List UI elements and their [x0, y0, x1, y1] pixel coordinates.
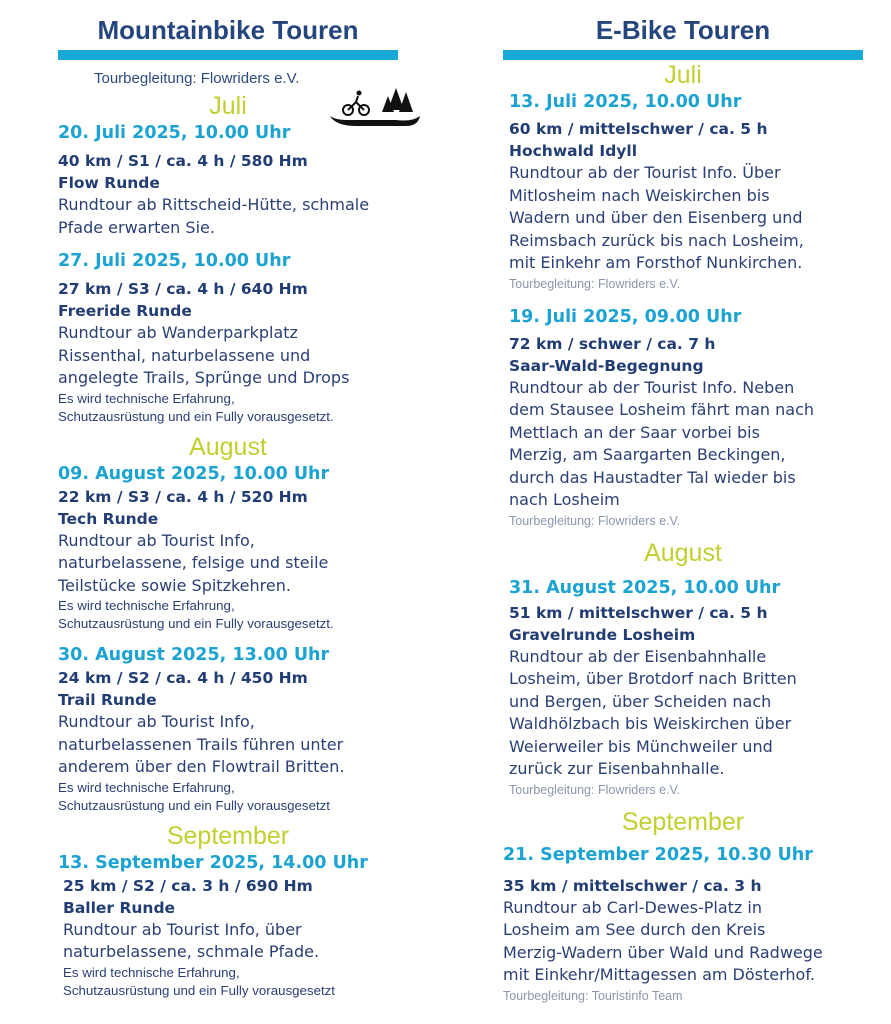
tour-description-line: Rundtour ab Wanderparkplatz [58, 323, 298, 342]
tour-description-line: dem Stausee Losheim fährt man nach [509, 400, 815, 419]
logo-text: FLOWRIDERS e.V. [346, 125, 416, 134]
mountainbike-guide: Tourbegleitung: Flowriders e.V. [94, 70, 300, 87]
tour-note-line: Schutzausrüstung und ein Fully vorausgesetzt. [58, 616, 334, 631]
tour-flow-runde [58, 121, 398, 239]
ebike-title: E-Bike Touren [595, 15, 771, 45]
tour-description-line: Mitlosheim nach Weiskirchen bis [509, 185, 770, 205]
tour-description-line: Pfade erwarten Sie. [58, 217, 215, 237]
tour-name: Gravelrunde Losheim [509, 625, 696, 644]
tour-note-line: Es wird technische Erfahrung, [58, 390, 235, 406]
tour-description-line: anderem über den Flowtrail Britten. [58, 757, 345, 776]
tour-date: 19. Juli 2025, 09.00 Uhr [509, 306, 742, 327]
tour-name: Flow Runde [58, 174, 160, 192]
tour-stats: 35 km / mittelschwer / ca. 3 h [503, 876, 762, 895]
tour-description-line: Rundtour ab Carl-Dewes-Platz in [503, 897, 762, 917]
tour-stats: 27 km / S3 / ca. 4 h / 640 Hm [58, 280, 308, 298]
tour-guide: Tourbegleitung: Flowriders e.V. [509, 782, 681, 797]
tour-description-line: und Bergen, über Scheiden nach [509, 691, 772, 711]
tour-name: Trail Runde [58, 691, 157, 709]
tour-description-line: Waldhölzbach bis Weiskirchen über [509, 714, 792, 733]
month-heading-september: September [621, 807, 745, 836]
tour-baller-runde [58, 851, 398, 1000]
tour-hochwald-idyll [503, 90, 863, 293]
tour-trail-runde [58, 643, 398, 815]
tour-september-ebike [503, 843, 863, 1005]
tour-saar-wald-begegnung [503, 305, 863, 530]
tour-description-line: zurück zur Eisenbahnhalle. [509, 759, 725, 778]
tour-name: Hochwald Idyll [509, 142, 638, 160]
tour-stats: 22 km / S3 / ca. 4 h / 520 Hm [58, 487, 308, 506]
tour-note-line: Schutzausrüstung und ein Fully vorausgesetzt [58, 797, 331, 813]
tour-description-line: Losheim am See durch den Kreis [503, 920, 766, 939]
tour-description-line: mit Einkehr/Mittagessen am Dösterhof. [503, 965, 815, 984]
tour-description-line: Rissenthal, naturbelassene und [58, 345, 311, 365]
tour-date: 27. Juli 2025, 10.00 Uhr [58, 251, 291, 271]
ebike-column [503, 0, 863, 1005]
tour-name: Freeride Runde [58, 302, 192, 320]
tour-description-line: Mettlach an der Saar vorbei bis [509, 422, 760, 442]
flowriders-logo [326, 86, 422, 134]
tour-note-line: Es wird technische Erfahrung, [58, 598, 235, 613]
tour-description-line: angelegte Trails, Sprünge und Drops [58, 368, 350, 387]
tour-description-line: Weierweiler bis Münchweiler und [509, 736, 773, 756]
tour-description-line: Wadern und über den Eisenberg und [509, 208, 803, 227]
month-heading-september: September [166, 821, 290, 850]
tour-date: 13. September 2025, 14.00 Uhr [58, 852, 368, 873]
tour-description-line: Rundtour ab der Tourist Info. Neben [509, 377, 795, 397]
tour-description-line: Rundtour ab Rittscheid-Hütte, schmale [58, 195, 370, 214]
tour-stats: 72 km / schwer / ca. 7 h [509, 334, 716, 353]
tour-description-line: Rundtour ab der Tourist Info. Über [509, 163, 781, 182]
tour-description-line: Rundtour ab Tourist Info, über [63, 919, 302, 939]
tour-stats: 60 km / mittelschwer / ca. 5 h [509, 120, 768, 138]
tour-description-line: Teilstücke sowie Spitzkehren. [58, 575, 291, 595]
tour-tech-runde [58, 462, 398, 634]
tour-description-line: nach Losheim [509, 490, 620, 509]
tour-description-line: naturbelassene, felsige und steile [58, 553, 329, 572]
tour-date: 30. August 2025, 13.00 Uhr [58, 645, 330, 665]
tour-description-line: Rundtour ab Tourist Info, [58, 530, 255, 550]
tour-date: 09. August 2025, 10.00 Uhr [58, 463, 330, 484]
tour-description-line: naturbelassenen Trails führen unter [58, 734, 344, 754]
month-heading-august: August [644, 538, 722, 567]
tour-name: Tech Runde [58, 509, 159, 528]
month-heading-juli: Juli [209, 92, 247, 120]
tour-description-line: naturbelassene, schmale Pfade. [63, 942, 320, 961]
tour-name: Baller Runde [63, 898, 176, 917]
tour-date: 13. Juli 2025, 10.00 Uhr [509, 92, 742, 112]
mountainbike-column [58, 0, 398, 1000]
tour-description-line: Merzig-Wadern über Wald und Radwege [503, 942, 823, 962]
tour-description-line: Rundtour ab der Eisenbahnhalle [509, 646, 767, 666]
tour-date: 31. August 2025, 10.00 Uhr [509, 577, 781, 598]
tour-name: Saar-Wald-Begegnung [509, 356, 704, 375]
tour-description-line: Reimsbach zurück bis nach Losheim, [509, 230, 804, 250]
tour-description-line: Rundtour ab Tourist Info, [58, 712, 255, 731]
tour-guide: Tourbegleitung: Flowriders e.V. [509, 513, 681, 528]
tour-stats: 24 km / S2 / ca. 4 h / 450 Hm [58, 669, 308, 687]
tour-description-line: mit Einkehr am Forsthof Nunkirchen. [509, 253, 803, 272]
tour-stats: 40 km / S1 / ca. 4 h / 580 Hm [58, 152, 308, 170]
tour-note-line: Schutzausrüstung und ein Fully vorausgesetzt [63, 982, 336, 998]
tour-note-line: Es wird technische Erfahrung, [63, 964, 240, 980]
tour-description-line: durch das Haustadter Tal wieder bis [509, 467, 796, 487]
tour-note-line: Es wird technische Erfahrung, [58, 779, 235, 795]
tour-guide: Tourbegleitung: Flowriders e.V. [509, 276, 681, 291]
month-heading-august: August [189, 432, 267, 461]
mountainbike-title-bar [58, 50, 398, 60]
tour-gravelrunde-losheim [503, 576, 863, 799]
tour-stats: 25 km / S2 / ca. 3 h / 690 Hm [63, 876, 313, 895]
month-heading-juli: Juli [664, 61, 702, 89]
tour-date: 21. September 2025, 10.30 Uhr [503, 844, 813, 865]
tour-date: 20. Juli 2025, 10.00 Uhr [58, 123, 291, 143]
tour-guide: Tourbegleitung: Touristinfo Team [503, 988, 683, 1003]
tour-note-line: Schutzausrüstung und ein Fully vorausgesetzt. [58, 408, 334, 424]
tour-description-line: Losheim, über Brotdorf nach Britten [509, 669, 797, 688]
tour-freeride-runde [58, 249, 398, 426]
ebike-title-bar [503, 50, 863, 60]
tour-stats: 51 km / mittelschwer / ca. 5 h [509, 603, 768, 622]
mountainbike-title: Mountainbike Touren [97, 15, 359, 45]
tour-description-line: Merzig, am Saargarten Beckingen, [509, 445, 786, 464]
